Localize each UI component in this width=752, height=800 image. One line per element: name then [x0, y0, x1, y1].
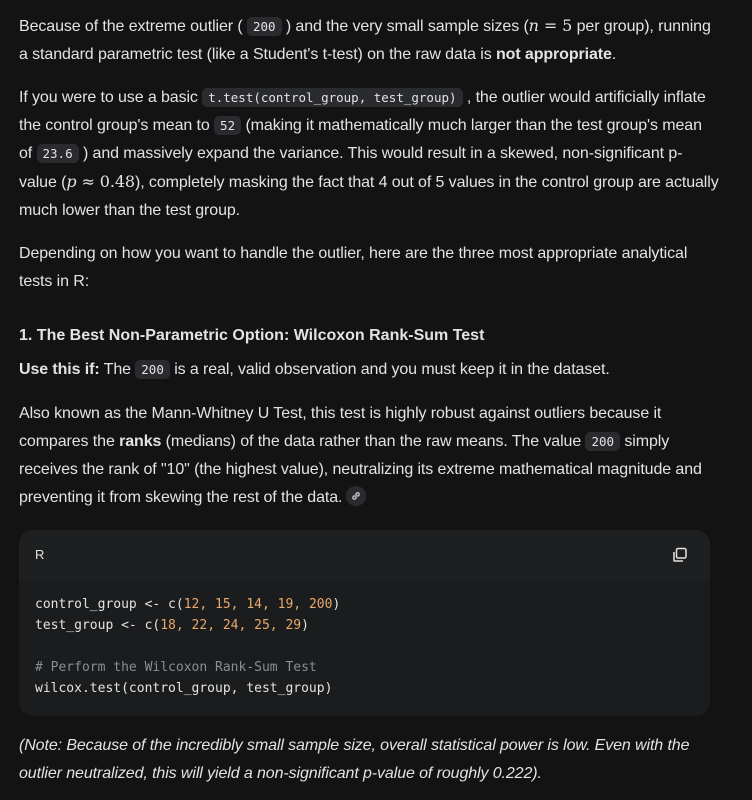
inline-code-ttest: t.test(control_group, test_group): [202, 88, 462, 107]
code-comment: # Perform the Wilcoxon Rank-Sum Test: [35, 660, 317, 675]
code-block-header: [19, 530, 710, 580]
code-content: [35, 594, 340, 699]
text: , the outlier would artificially inflate the control group's mean to: [19, 89, 706, 134]
code-text: ): [301, 618, 309, 633]
bold-use-this-if: Use this if:: [19, 361, 100, 378]
text: If you were to use a basic: [19, 89, 203, 106]
inline-code-200: 200: [247, 17, 282, 36]
math-n: n: [528, 16, 539, 35]
paragraph-note: (Note: Because of the incredibly small sample size, overall statistical power is low. Even with the outlier neutralized, this will yield a non-significant p-value of roughly 0.222).: [19, 737, 690, 782]
section-heading: 1. The Best Non-Parametric Option: Wilcoxon Rank-Sum Test: [19, 327, 485, 344]
inline-code-200: 200: [135, 360, 170, 379]
copy-icon[interactable]: [672, 545, 690, 563]
math-eq-5: = 5: [538, 16, 573, 35]
code-block: [19, 530, 710, 716]
code-line-1: [35, 597, 340, 612]
math-approx: ≈ 0.48: [76, 172, 135, 191]
bold-not-appropriate: not appropriate: [495, 46, 612, 63]
math-p: p: [66, 172, 77, 191]
code-text: ): [332, 597, 341, 612]
inline-code-52: 52: [214, 116, 241, 135]
text: Also known as the Mann-Whitney U Test, this test is highly robust against outliers because it compares the: [19, 405, 662, 450]
text: per group), running a standard parametric test (like a Student's t-test) on the raw data is: [19, 18, 711, 63]
code-language-label: R: [35, 547, 45, 562]
inline-code-200: 200: [585, 432, 620, 451]
text: ) and the very small sample sizes (: [281, 18, 529, 35]
code-numbers: 12, 15, 14, 19, 200: [183, 597, 333, 612]
text: Because of the extreme outlier (: [19, 18, 247, 35]
text: (medians) of the data rather than the raw means. The value: [161, 433, 586, 450]
text: .: [611, 46, 617, 63]
paragraph-depending: Depending on how you want to handle the outlier, here are the three most appropriate analytical tests in R:: [19, 245, 688, 290]
paragraph-mann-whitney: [19, 400, 719, 512]
code-numbers: 18, 22, 24, 25, 29: [160, 618, 302, 633]
code-text: test_group <- c(: [35, 618, 161, 633]
text: ), completely masking the fact that 4 out of 5 values in the control group are actually much lower than the test group.: [19, 174, 719, 219]
code-text: control_group <- c(: [35, 597, 184, 612]
code-line-5: wilcox.test(control_group, test_group): [35, 681, 333, 696]
text: The: [99, 361, 136, 378]
text: simply receives the rank of "10" (the highest value), neutralizing its extreme mathematical magnitude and preventing it from skewing the rest of the data.: [19, 433, 702, 506]
text: (making it mathematically much larger than the test group's mean of: [19, 117, 702, 162]
paragraph-ttest: [19, 84, 719, 225]
bold-ranks: ranks: [119, 433, 162, 450]
inline-code-23-6: 23.6: [37, 144, 79, 163]
paragraph-outlier-intro: [19, 12, 719, 69]
text: is a real, valid observation and you must keep it in the dataset.: [169, 361, 610, 378]
code-line-2: [35, 618, 309, 633]
paragraph-use-this-if: [19, 356, 610, 384]
text: ) and massively expand the variance. This would result in a skewed, non-significant p-value (: [19, 145, 683, 191]
link-icon[interactable]: [346, 486, 366, 506]
